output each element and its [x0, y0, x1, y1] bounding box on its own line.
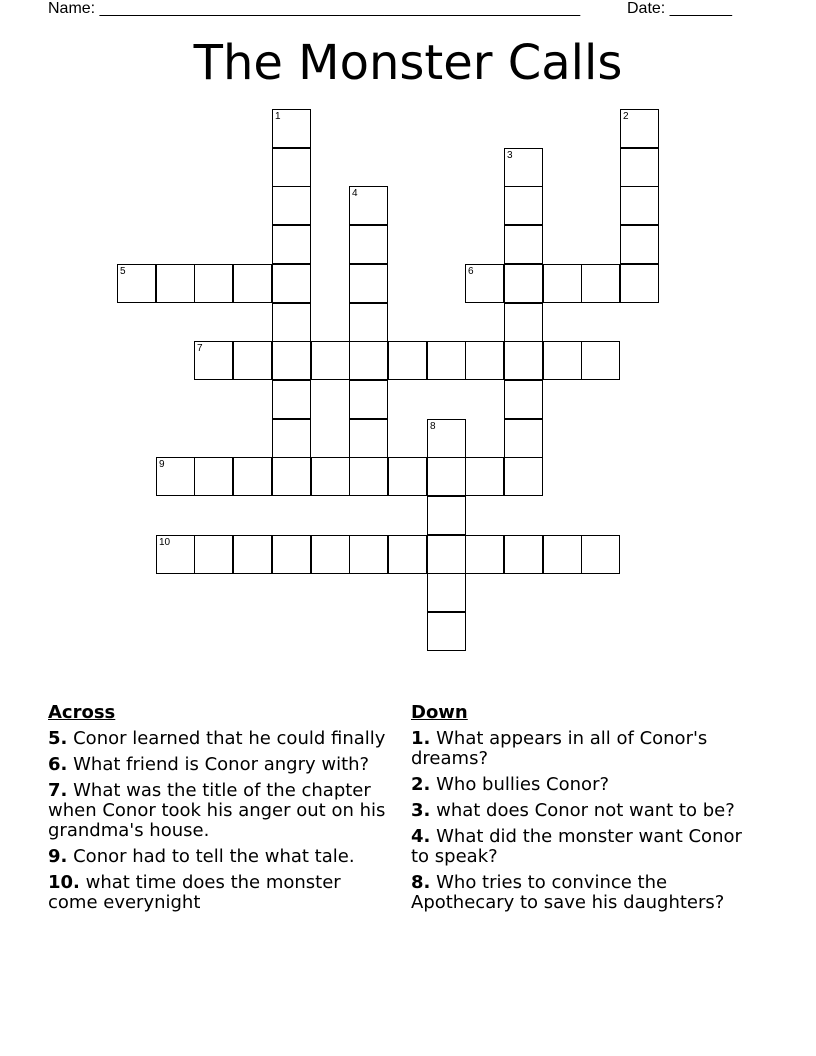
grid-cell[interactable] [194, 535, 233, 574]
cell-number: 9 [159, 459, 165, 470]
clue-number: 4. [411, 826, 431, 847]
grid-cell[interactable] [156, 535, 195, 574]
grid-cell[interactable] [349, 380, 388, 419]
grid-cell[interactable] [272, 186, 311, 225]
grid-cell[interactable] [581, 264, 620, 303]
grid-cell[interactable] [311, 457, 350, 496]
grid-cell[interactable] [349, 341, 388, 380]
clue-down-4 [411, 827, 751, 867]
grid-cell[interactable] [272, 264, 311, 303]
grid-cell[interactable] [272, 380, 311, 419]
grid-cell[interactable] [427, 496, 466, 535]
clue-number: 7. [48, 780, 68, 801]
grid-cell[interactable] [388, 535, 427, 574]
grid-cell[interactable] [620, 109, 659, 148]
grid-cell[interactable] [272, 457, 311, 496]
clue-text: Conor had to tell the what tale. [73, 846, 355, 867]
name-field-label: Name: ______________________________________________________ [48, 0, 581, 17]
page-title: The Monster Calls [193, 35, 623, 91]
across-heading: Across [48, 702, 116, 723]
grid-cell[interactable] [388, 457, 427, 496]
grid-cell[interactable] [581, 341, 620, 380]
grid-cell[interactable] [504, 225, 543, 264]
grid-cell[interactable] [349, 303, 388, 342]
cell-number: 2 [623, 111, 629, 122]
grid-cell[interactable] [272, 225, 311, 264]
grid-cell[interactable] [504, 148, 543, 187]
clue-number: 5. [48, 728, 68, 749]
clue-number: 6. [48, 754, 68, 775]
clue-down-3 [411, 801, 751, 821]
cell-number: 4 [352, 188, 358, 199]
clue-text: what time does the monster come everynight [48, 872, 341, 913]
clue-number: 2. [411, 774, 431, 795]
grid-cell[interactable] [465, 457, 504, 496]
grid-cell[interactable] [504, 186, 543, 225]
grid-cell[interactable] [349, 225, 388, 264]
down-clues [411, 700, 751, 919]
grid-cell[interactable] [349, 186, 388, 225]
clue-across-10 [48, 873, 388, 913]
cell-number: 1 [275, 111, 281, 122]
grid-cell[interactable] [465, 341, 504, 380]
grid-cell[interactable] [620, 225, 659, 264]
grid-cell[interactable] [543, 341, 582, 380]
cell-number: 5 [120, 266, 126, 277]
cell-number: 6 [468, 266, 474, 277]
grid-cell[interactable] [427, 612, 466, 651]
clue-number: 3. [411, 800, 431, 821]
grid-cell[interactable] [349, 535, 388, 574]
grid-cell[interactable] [349, 457, 388, 496]
grid-cell[interactable] [233, 264, 272, 303]
grid-cell[interactable] [272, 303, 311, 342]
clue-text: What was the title of the chapter when Conor took his anger out on his grandma's house. [48, 780, 386, 841]
grid-cell[interactable] [427, 573, 466, 612]
grid-cell[interactable] [233, 457, 272, 496]
clue-text: What appears in all of Conor's dreams? [411, 728, 708, 769]
grid-cell[interactable] [465, 264, 504, 303]
grid-cell[interactable] [427, 535, 466, 574]
clue-text: Conor learned that he could finally [73, 728, 386, 749]
cell-number: 3 [507, 150, 513, 161]
grid-cell[interactable] [311, 535, 350, 574]
grid-cell[interactable] [504, 264, 543, 303]
grid-cell[interactable] [581, 535, 620, 574]
grid-cell[interactable] [620, 264, 659, 303]
grid-cell[interactable] [349, 419, 388, 458]
grid-cell[interactable] [194, 341, 233, 380]
grid-cell[interactable] [272, 148, 311, 187]
cell-number: 10 [159, 537, 171, 548]
grid-cell[interactable] [504, 419, 543, 458]
grid-cell[interactable] [272, 419, 311, 458]
grid-cell[interactable] [543, 264, 582, 303]
grid-cell[interactable] [194, 264, 233, 303]
grid-cell[interactable] [233, 341, 272, 380]
clue-number: 8. [411, 872, 431, 893]
grid-cell[interactable] [156, 457, 195, 496]
grid-cell[interactable] [543, 535, 582, 574]
clue-down-2 [411, 775, 751, 795]
grid-cell[interactable] [427, 457, 466, 496]
clue-number: 10. [48, 872, 80, 893]
clue-number: 9. [48, 846, 68, 867]
grid-cell[interactable] [272, 535, 311, 574]
date-field-label: Date: _______ [627, 0, 732, 17]
grid-cell[interactable] [349, 264, 388, 303]
grid-cell[interactable] [504, 303, 543, 342]
cell-number: 8 [430, 421, 436, 432]
clue-text: What friend is Conor angry with? [73, 754, 370, 775]
clue-number: 1. [411, 728, 431, 749]
clue-across-9 [48, 847, 388, 867]
clue-across-6 [48, 755, 388, 775]
grid-cell[interactable] [427, 419, 466, 458]
clue-text: Who bullies Conor? [436, 774, 610, 795]
grid-cell[interactable] [504, 380, 543, 419]
grid-cell[interactable] [504, 457, 543, 496]
grid-cell[interactable] [272, 109, 311, 148]
down-heading: Down [411, 702, 468, 723]
grid-cell[interactable] [388, 341, 427, 380]
clue-across-5 [48, 729, 388, 749]
cell-number: 7 [197, 343, 203, 354]
grid-cell[interactable] [311, 341, 350, 380]
grid-cell[interactable] [233, 535, 272, 574]
grid-cell[interactable] [504, 535, 543, 574]
clue-down-8 [411, 873, 751, 913]
clue-text: what does Conor not want to be? [436, 800, 735, 821]
grid-cell[interactable] [620, 186, 659, 225]
grid-cell[interactable] [272, 341, 311, 380]
grid-cell[interactable] [465, 535, 504, 574]
grid-cell[interactable] [427, 341, 466, 380]
grid-cell[interactable] [194, 457, 233, 496]
grid-cell[interactable] [620, 148, 659, 187]
clue-across-7 [48, 781, 388, 841]
clue-down-1 [411, 729, 751, 769]
across-clues [48, 700, 388, 919]
grid-cell[interactable] [117, 264, 156, 303]
clue-text: What did the monster want Conor to speak? [411, 826, 742, 867]
grid-cell[interactable] [156, 264, 195, 303]
clue-text: Who tries to convince the Apothecary to save his daughters? [411, 872, 725, 913]
grid-cell[interactable] [504, 341, 543, 380]
